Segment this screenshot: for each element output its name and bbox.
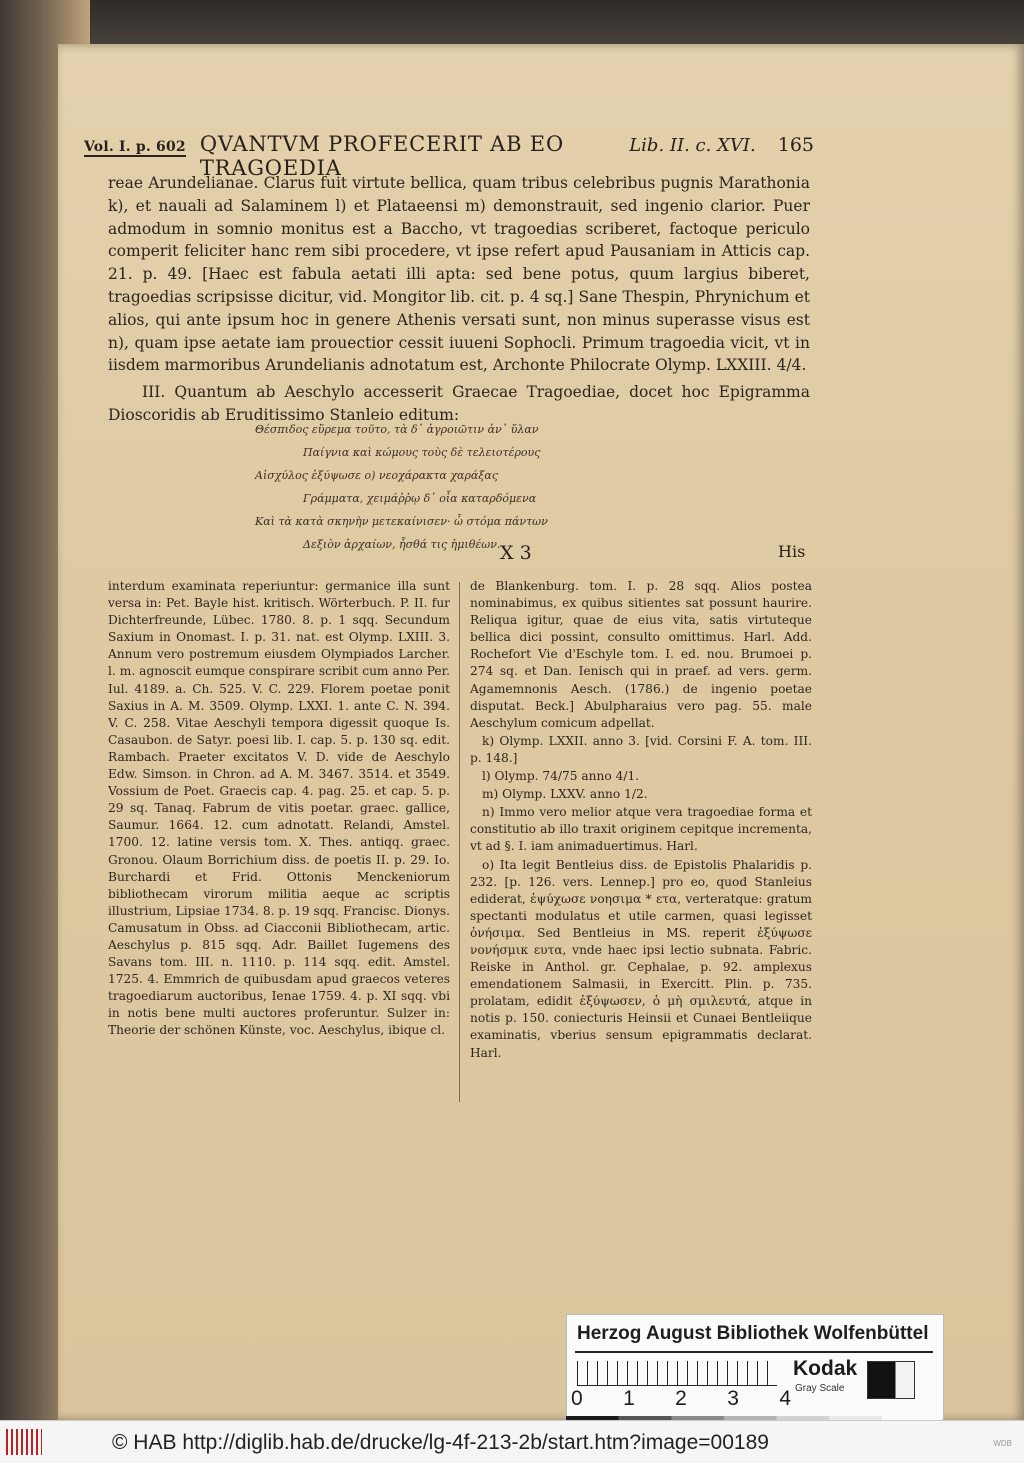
footnote-column-right bbox=[470, 578, 812, 1062]
main-paragraph-1: reae Arundelianae. Clarus fuit virtute bellica, quam tribus celebribus pugnis Marathonia k), et nauali ad Salaminem l) et Plataeensi m) demonstrauit, sed ingenio clarior. Puer admodum in somnio monitus est a Baccho, vt tragoedias scriberet, factoque periculo comperit feliciter hanc rem sibi procedere, vt ipse refert apud Pausaniam in Atticis cap. 21. p. 49. [Haec est fabula aetati illi apta: sed bene potus, quum largius biberet, tragoedias scripsisse dicitur, vid. Mongitor lib. cit. p. 4 sq.] Sane Thespin, Phrynichum et alios, qui ante ipsum hoc in genere Athenis versati sunt, non minus superasse visus est n), quam ipse aetate iam prouectior cessit iuueni Sophocli. Primum tragoedia vicit, vt in iisdem marmoribus Arundelianis adnotatum est, Archonte Philocrate Olymp. LXXIII. 4/4. bbox=[108, 174, 810, 375]
ruler-number: 2 bbox=[675, 1387, 687, 1410]
signature-mark: X 3 bbox=[500, 542, 532, 564]
verse-line: Θέσπιδος εὕρεμα τοῦτο, τὰ δ᾽ ἀγροιῶτιν ἀν᾽ ὕλαν bbox=[255, 423, 539, 436]
main-text bbox=[108, 172, 810, 427]
footnote-l: l) Olymp. 74/75 anno 4/1. bbox=[482, 769, 640, 784]
ruler-number: 4 bbox=[779, 1387, 791, 1410]
footer-bar bbox=[0, 1420, 1024, 1463]
footnote-column-left bbox=[108, 578, 450, 1040]
scan-top-edge bbox=[0, 0, 1024, 50]
footnote-n: n) Immo vero melior atque vera tragoediae forma et constitutio ab illo traxit originem cepitque incrementa, vt ad §. I. iam animaduertimus. Harl. bbox=[470, 805, 812, 854]
verse-line: Δεξιὸν ἀρχαίων, ἦσθά τις ἡμιθέων. bbox=[303, 538, 501, 551]
wdb-mark: WDB bbox=[993, 1439, 1012, 1448]
ruler-numbers bbox=[571, 1387, 791, 1411]
ruler-number: 0 bbox=[571, 1387, 583, 1410]
hab-logo-icon bbox=[6, 1429, 42, 1455]
verse-line: Αἰσχύλος ἐξύψωσε o) νεοχάρακτα χαράξας bbox=[255, 469, 498, 482]
footnote-text: interdum examinata reperiuntur: germanice illa sunt versa in: Pet. Bayle hist. kritisch. Wörterbuch. P. II. fur Dichterfreunde, Lübec. 1780. 8. p. 1 sqq. Secundum Saxium in Onomast. I. p. 31. nat. est Olymp. LXIII. 3. Annum vero postremum eiusdem Olympiados Larcher. l. m. agnoscit eumque conspirare scribit cum anno Per. Iul. 4189. a. Ch. 525. V. C. 229. Florem poetae ponit Saxius in A. M. 3509. Olymp. LXXI. 1. ante C. N. 394. V. C. 258. Vitae Aeschyli tempora digessit quoque Is. Casaubon. de Satyr. poesi lib. I. cap. 5. p. 130 sq. edit. Rambach. Praeter excitatos V. D. vide de Aeschylo Edw. Simson. in Chron. ad A. M. 3467. 3514. et 3549. Vossium de Poet. Graecis cap. 4. pag. 25. et cap. 5. p. 29 sq. Tanaq. Fabrum de vitis poetar. graec. gallice, Saumur. 1664. 12. cum adnotatt. Relandi, Amstel. 1700. 12. latine versis tom. X. Thes. antiqq. graec. Gronou. Olaum Borrichium diss. de poetis II. p. 29. Io. Burchardi et Frid. Ottonis Menckeniorum bibliothecam virorum militia aeque ac scriptis illustrium, Lipsiae 1734. 8. p. 19 sqq. Francisc. Dionys. Camusatum in Obss. ad Ciacconii Bibliothecam, artic. Aeschylus p. 815 sqq. Adr. Baillet Iugemens des Savans tom. III. n. 1110. p. 114 sqq. edit. Amstel. 1725. 4. Emmrich de quibusdam apud graecos veteres tragoediarum auctoribus, Ienae 1759. 4. p. XI sqq. vbi in notis bene multi auctores proferuntur. Sulzer in: Theorie der schönen Künste, voc. Aeschylus, ibique cl. bbox=[108, 579, 450, 1038]
gray-scale-label: Gray Scale bbox=[795, 1383, 845, 1394]
library-name: Herzog August Bibliothek Wolfenbüttel bbox=[577, 1323, 929, 1344]
verse-line: Παίγνια καὶ κώμους τοὺς δὲ τελειοτέρους bbox=[303, 446, 541, 459]
footnote-k: k) Olymp. LXXII. anno 3. [vid. Corsini F. A. tom. III. p. 148.] bbox=[470, 733, 812, 765]
running-title: QVANTVM PROFECERIT AB EO TRAGOEDIA bbox=[199, 132, 564, 180]
volume-reference: Vol. I. p. 602 bbox=[84, 139, 186, 155]
scale-ruler bbox=[577, 1361, 777, 1386]
catchword: His bbox=[778, 542, 806, 561]
footnote-m: m) Olymp. LXXV. anno 1/2. bbox=[482, 787, 648, 802]
target-rule bbox=[575, 1351, 933, 1353]
page-number: 165 bbox=[777, 134, 814, 156]
column-divider bbox=[459, 582, 460, 1102]
verse-line: Γράμματα, χειμάῤῥῳ δ᾽ οἷα καταρδόμενα bbox=[303, 492, 537, 505]
gray-swatch bbox=[867, 1361, 915, 1399]
book-chapter: Lib. II. c. XVI. bbox=[629, 135, 756, 156]
ruler-number: 3 bbox=[727, 1387, 739, 1410]
ruler-number: 1 bbox=[623, 1387, 635, 1410]
footnote-text: de Blankenburg. tom. I. p. 28 sqq. Alios postea nominabimus, ex quibus sitientes sat possunt haurire. Reliqua igitur, quae de eius vita, satis virtuteque bellica dici possint, consulto omittimus. Harl. Add. Rochefort Vie d'Eschyle tom. I. ed. nou. Brumoei p. 274 sq. et Dan. Ienisch qui in praef. ad vers. germ. Agamemnonis Aesch. (1786.) de ingenio poetae disputat. Beck.] Abulpharaius vero pag. 55. male Aeschylum comicum adpellat. bbox=[470, 579, 812, 730]
copyright-url[interactable]: © HAB http://diglib.hab.de/drucke/lg-4f-213-2b/start.htm?image=00189 bbox=[112, 1431, 769, 1454]
verse-line: Καὶ τὰ κατὰ σκηνὴν μετεκαίνισεν· ὦ στόμα πάντων bbox=[255, 515, 548, 528]
footnote-o: o) Ita legit Bentleius diss. de Epistolis Phalaridis p. 232. [p. 126. vers. Lennep.] pro eo, quod Stanleius ediderat, ἐψύχωσε νοησιμα * ετα, verteratque: gratum spectanti modulatus et utile carmen, quasi legisset ὀνήσιμα. Sed Bentleius in MS. reperit ἐξύψωσε νονήσμικ ευτα, vnde haec ipsi lectio subnata. Fabric. Reiske in Anthol. gr. Cephalae, p. 92. amplexus emendationem Salmasii, in Exercitt. Plin. p. 735. prolatam, edidit ἐξύψωσεν, ὁ μὴ σμιλευτά, atque in notis p. 150. coniecturis Heinsii et Cunaei Bentleiique examinatis, vberius sensum epigrammatis declarat. Harl. bbox=[470, 857, 812, 1060]
kodak-logo: Kodak bbox=[793, 1357, 858, 1380]
color-target bbox=[566, 1314, 944, 1420]
main-paragraph-2: III. Quantum ab Aeschylo accesserit Graecae Tragoediae, docet hoc Epigramma Dioscoridis ab Eruditissimo Stanleio editum: bbox=[108, 383, 810, 424]
greek-epigram bbox=[255, 418, 615, 556]
